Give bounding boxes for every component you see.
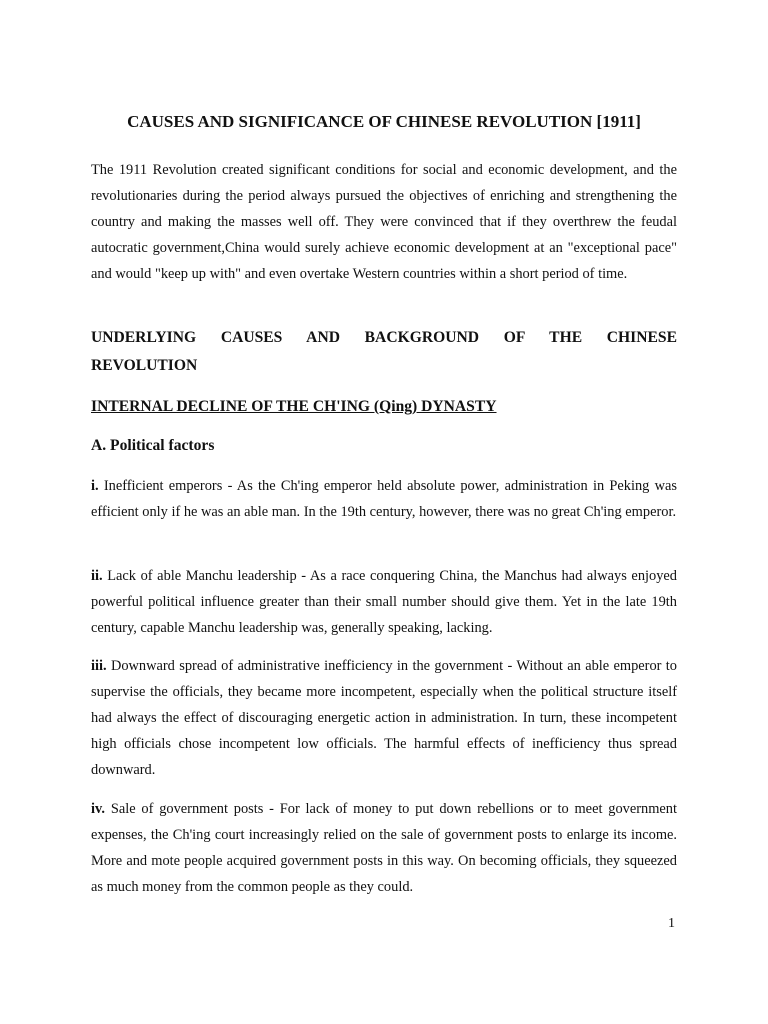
section-heading-line2: REVOLUTION xyxy=(91,357,198,374)
list-item-text: Inefficient emperors - As the Ch'ing emperor held absolute power, administration in Peking was efficient only if he was an able man. In the 19th century, however, there was no great Ch'ing emperor. xyxy=(91,478,677,520)
document-title: CAUSES AND SIGNIFICANCE OF CHINESE REVOLUTION [1911] xyxy=(127,112,641,131)
list-item xyxy=(91,563,677,641)
list-item-marker: i. xyxy=(91,478,99,494)
list-item xyxy=(91,653,677,783)
list-item-text: Lack of able Manchu leadership - As a race conquering China, the Manchus had always enjoyed powerful political influence greater than their small number should give them. Yet in the late 19th century, capable Manchu leadership was, generally speaking, lacking. xyxy=(91,568,677,636)
list-item xyxy=(91,796,677,900)
subsubsection-heading: A. Political factors xyxy=(91,437,215,454)
subsection-heading xyxy=(91,393,677,421)
list-item-marker: iii. xyxy=(91,658,107,674)
subsection-heading-text: INTERNAL DECLINE OF THE CH'ING (Qing) DYNASTY xyxy=(91,398,497,415)
intro-paragraph: The 1911 Revolution created significant conditions for social and economic development, and the revolutionaries during the period always pursued the objectives of enriching and strengthening the country and making the masses well off. They were convinced that if they overthrew the feudal autocratic government,China would surely achieve economic development at an "exceptional pace" and would "keep up with" and even overtake Western countries within a short period of time. xyxy=(91,162,677,282)
list-item xyxy=(91,473,677,525)
list-item-marker: ii. xyxy=(91,568,103,584)
list-item-text: Downward spread of administrative inefficiency in the government - Without an able emperor to supervise the officials, they became more incompetent, especially when the political structure itself had always the effect of discouraging energetic action in administration. In turn, these incompetent high officials chose incompetent low officials. The harmful effects of inefficiency thus spread downward. xyxy=(91,658,677,778)
page-number: 1 xyxy=(668,916,675,931)
section-heading xyxy=(91,324,677,380)
section-heading-line1: UNDERLYING CAUSES AND BACKGROUND OF THE CHINESE xyxy=(91,329,677,346)
list-item-marker: iv. xyxy=(91,801,105,817)
list-item-text: Sale of government posts - For lack of money to put down rebellions or to meet government expenses, the Ch'ing court increasingly relied on the sale of government posts to enlarge its income. More and mote people acquired government posts in this way. On becoming officials, they squeezed as much money from the common people as they could. xyxy=(91,801,677,895)
